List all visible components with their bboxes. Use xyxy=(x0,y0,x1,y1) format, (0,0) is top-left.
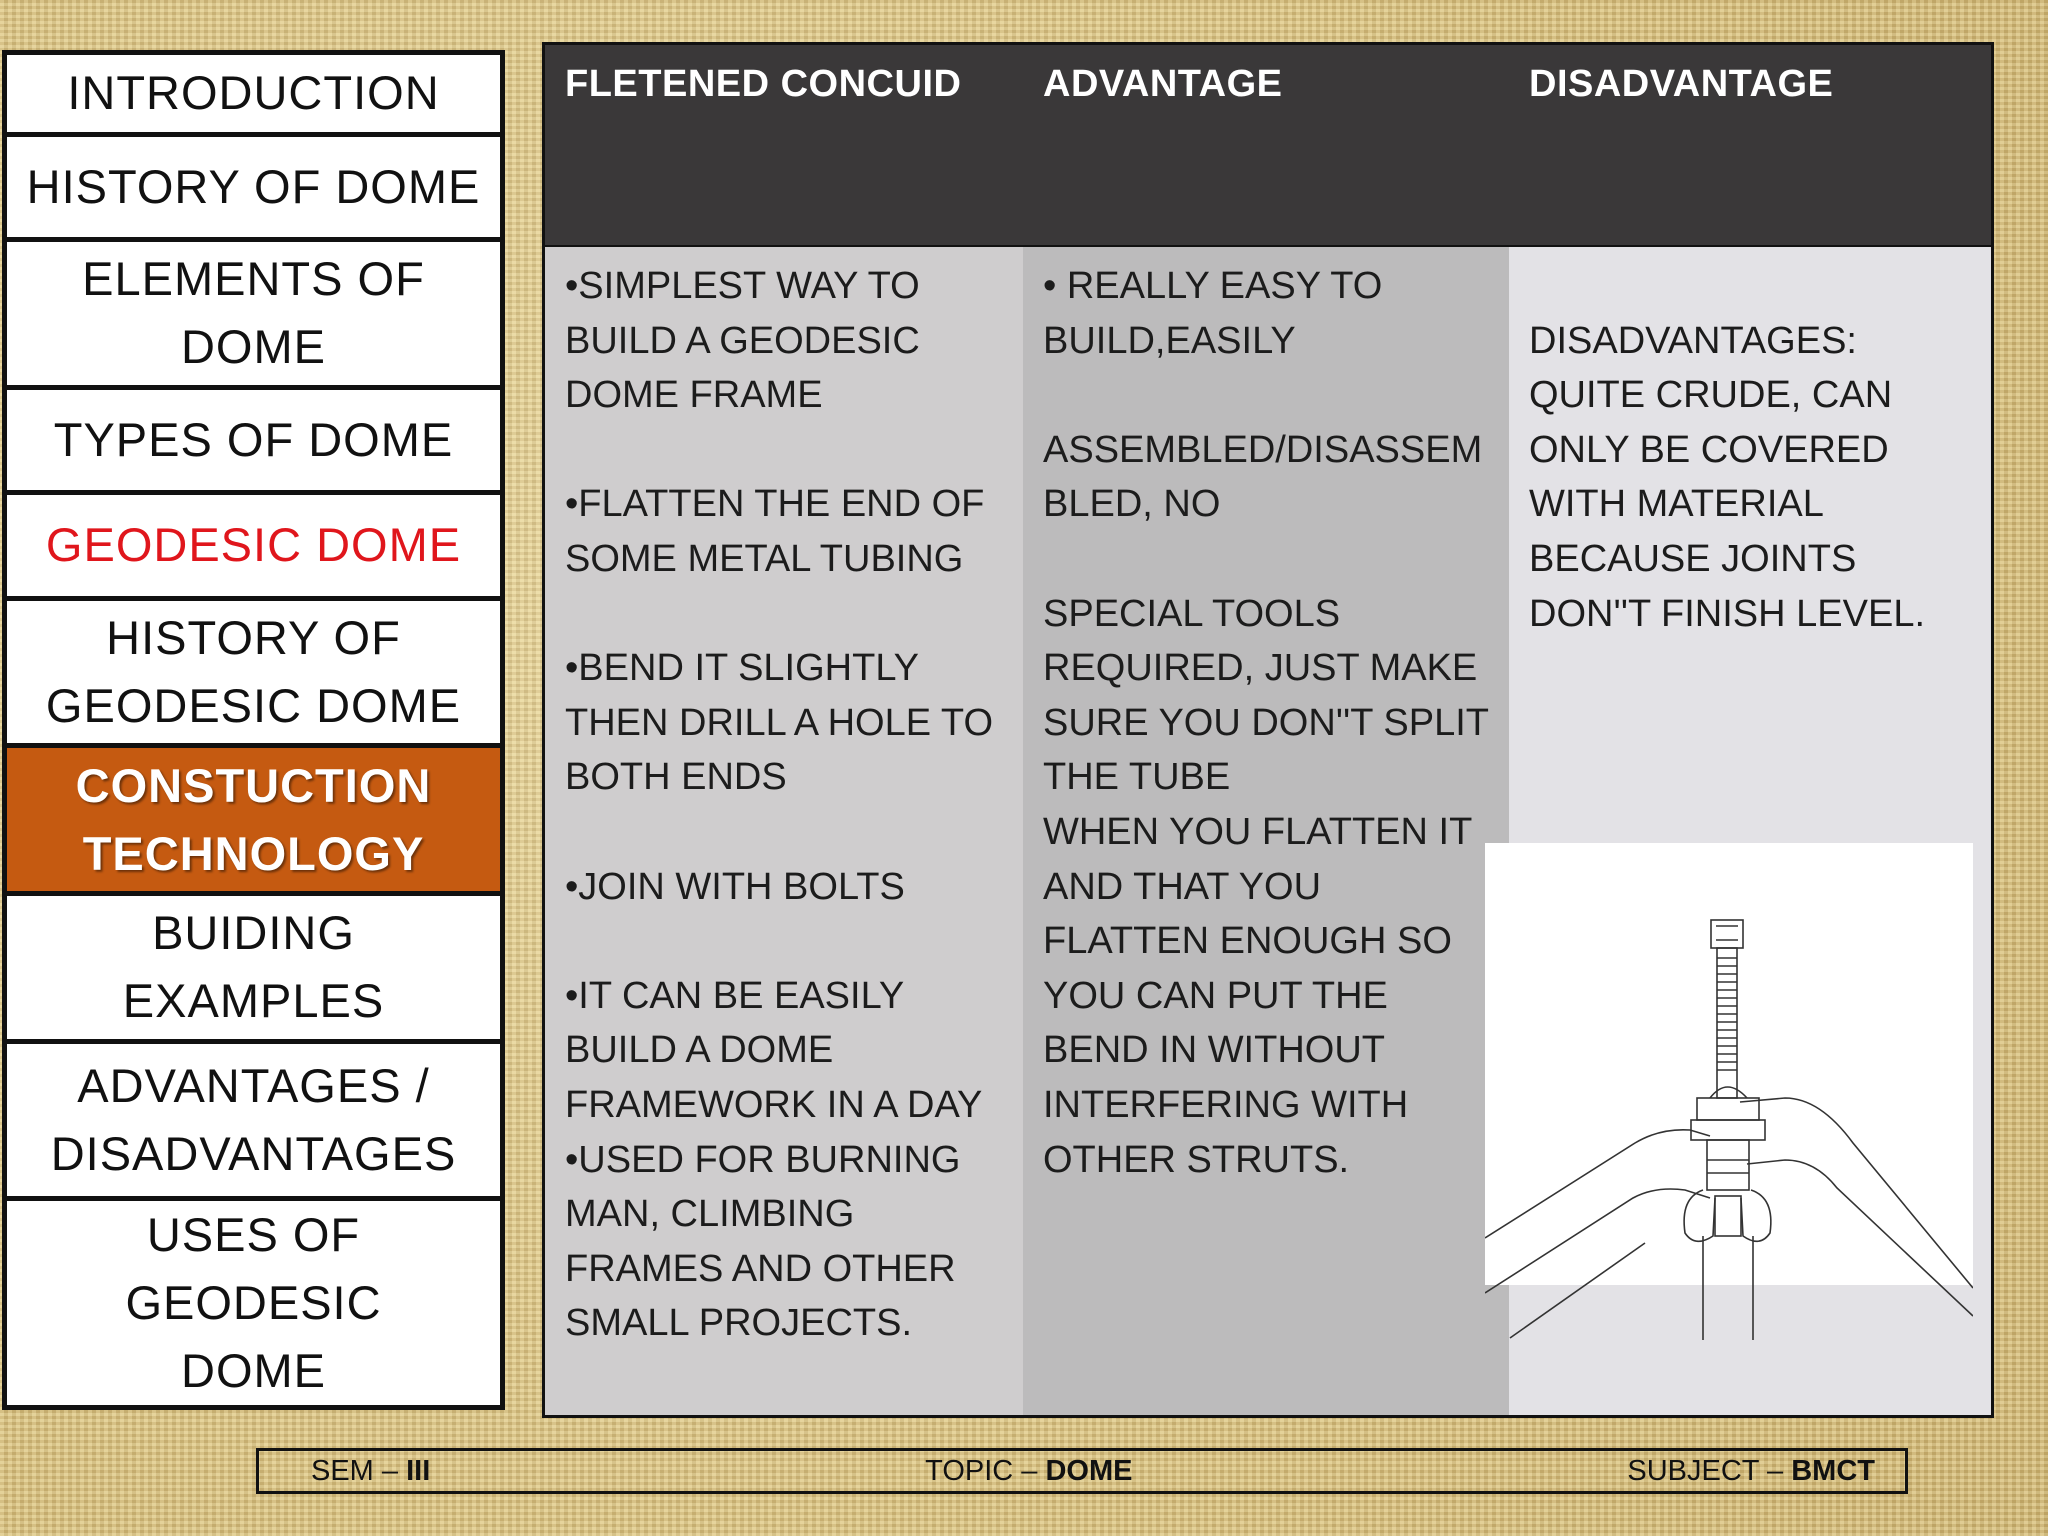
footer-sem-label: SEM – xyxy=(311,1454,407,1487)
table-body xyxy=(545,247,1991,1415)
nav-item-label: CONSTUCTION TECHNOLOGY xyxy=(75,758,432,880)
footer-subject-label: SUBJECT – xyxy=(1627,1454,1792,1487)
content-table xyxy=(542,42,1994,1418)
table-header-cell: FLETENED CONCUID xyxy=(565,63,962,105)
nav-item-label: HISTORY OF DOME xyxy=(26,159,481,213)
footer-bar xyxy=(256,1448,1908,1494)
table-header xyxy=(545,45,1991,245)
nav-item-history-of-dome[interactable] xyxy=(7,137,500,237)
nav-item-label: TYPES OF DOME xyxy=(53,412,454,466)
nav-item-uses-of-geodesic-dome[interactable] xyxy=(7,1201,500,1405)
disadvantage-cell: DISADVANTAGES: QUITE CRUDE, CAN ONLY BE COVERED WITH MATERIAL BECAUSE JOINTS DON''T FINISH LEVEL. xyxy=(1529,319,1926,635)
footer-topic-value: DOME xyxy=(1045,1454,1133,1487)
nav-item-introduction[interactable] xyxy=(7,55,500,132)
nav-item-elements-of-dome[interactable] xyxy=(7,242,500,385)
bolted-joint-drawing xyxy=(1485,898,1973,1340)
nav-item-label: INTRODUCTION xyxy=(67,66,440,120)
advantage-cell: • REALLY EASY TO BUILD,EASILY ASSEMBLED/DISASSEM BLED, NO SPECIAL TOOLS REQUIRED, JUST MAKE SURE YOU DON''T SPLIT THE TUBE WHEN YOU FLATTEN IT AND THAT YOU FLATTEN ENOUGH SO YOU CAN PUT THE BEND IN WITHOUT INTERFERING WITH OTHER STRUTS. xyxy=(1023,247,1509,1415)
method-steps-cell: •SIMPLEST WAY TO BUILD A GEODESIC DOME FRAME •FLATTEN THE END OF SOME METAL TUBING •BEND IT SLIGHTLY THEN DRILL A HOLE TO BOTH ENDS •JOIN WITH BOLTS •IT CAN BE EASILY BUILD A DOME FRAMEWORK IN A DAY •USED FOR BURNING MAN, CLIMBING FRAMES AND OTHER SMALL PROJECTS. xyxy=(545,247,1023,1415)
nav-item-history-of-geodesic-dome[interactable] xyxy=(7,601,500,744)
sidebar-nav xyxy=(2,50,505,1410)
footer-topic xyxy=(925,1455,1132,1488)
nav-item-label: ADVANTAGES / DISADVANTAGES xyxy=(50,1058,457,1180)
nav-item-construction-technology[interactable] xyxy=(7,748,500,891)
footer-sem xyxy=(311,1455,430,1488)
table-header-cell: ADVANTAGE xyxy=(1043,63,1283,105)
table-header-cell: DISADVANTAGE xyxy=(1529,63,1834,105)
nav-item-advantages-disadvantages[interactable] xyxy=(7,1044,500,1197)
nav-item-label: BUIDING EXAMPLES xyxy=(122,906,385,1028)
disadvantage-column xyxy=(1509,247,1991,1415)
nav-item-label: GEODESIC DOME xyxy=(45,518,462,572)
footer-sem-value: III xyxy=(406,1454,431,1487)
nav-item-label: USES OF GEODESIC DOME xyxy=(125,1208,382,1398)
nav-item-types-of-dome[interactable] xyxy=(7,390,500,490)
footer-subject-value: BMCT xyxy=(1791,1454,1875,1487)
nav-item-label: ELEMENTS OF DOME xyxy=(82,252,425,374)
bolted-joint-illustration xyxy=(1485,843,1973,1285)
footer-subject xyxy=(1627,1455,1875,1488)
nav-item-label: HISTORY OF GEODESIC DOME xyxy=(45,610,462,732)
footer-topic-label: TOPIC – xyxy=(925,1454,1046,1487)
nav-item-building-examples[interactable] xyxy=(7,896,500,1039)
nav-item-geodesic-dome[interactable] xyxy=(7,495,500,595)
